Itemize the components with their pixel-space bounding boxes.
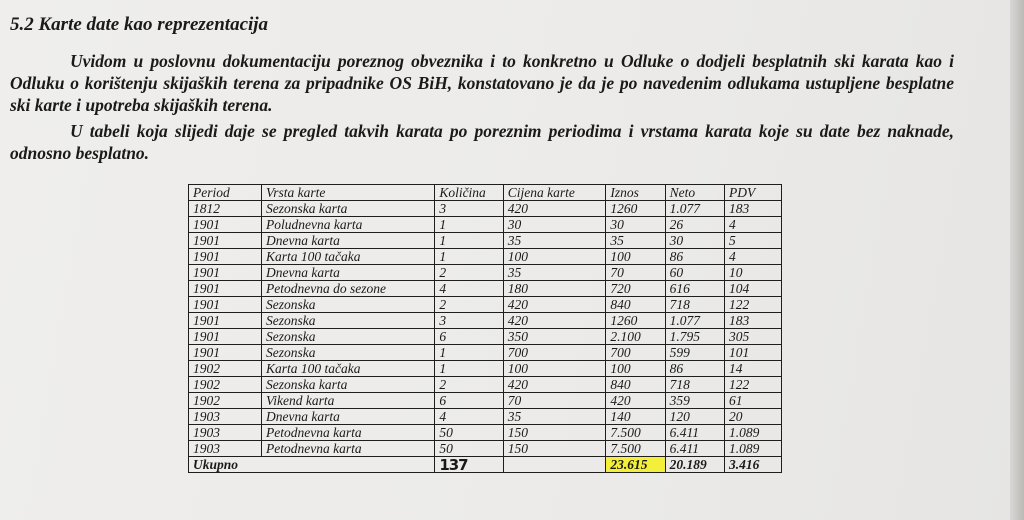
cell-period: 1902 [189,377,262,393]
cell-cijena: 100 [503,361,606,377]
cell-pdv: 4 [724,217,781,233]
cell-iznos: 420 [606,393,665,409]
cell-iznos: 1260 [606,313,665,329]
cell-kolicina: 3 [435,313,503,329]
table-body [189,201,782,457]
cell-neto: 86 [665,361,724,377]
cell-cijena: 700 [503,345,606,361]
table-row [189,201,782,217]
cell-pdv: 61 [724,393,781,409]
cell-iznos: 70 [606,265,665,281]
cell-iznos: 720 [606,281,665,297]
cell-neto: 616 [665,281,724,297]
table-row [189,249,782,265]
cell-period: 1901 [189,313,262,329]
cell-kolicina: 2 [435,377,503,393]
cell-period: 1901 [189,281,262,297]
cell-cijena: 35 [503,233,606,249]
cell-kolicina: 6 [435,393,503,409]
table-row [189,233,782,249]
cell-pdv: 5 [724,233,781,249]
cell-cijena: 350 [503,329,606,345]
cell-kolicina: 1 [435,249,503,265]
cell-vrsta: Sezonska karta [261,377,434,393]
cell-kolicina: 1 [435,217,503,233]
cell-cijena: 150 [503,441,606,457]
col-header-neto: Neto [665,185,724,201]
cell-kolicina: 1 [435,345,503,361]
cell-period: 1901 [189,297,262,313]
cell-pdv: 101 [724,345,781,361]
cell-period: 1812 [189,201,262,217]
cell-vrsta: Dnevna karta [261,409,434,425]
cell-neto: 359 [665,393,724,409]
cell-pdv: 122 [724,297,781,313]
cell-cijena: 420 [503,377,606,393]
cell-kolicina: 1 [435,361,503,377]
col-header-kolicina: Količina [435,185,503,201]
cell-period: 1901 [189,217,262,233]
total-label: Ukupno [189,457,435,473]
cell-pdv: 1.089 [724,425,781,441]
total-iznos: 23.615 [606,457,665,473]
cell-iznos: 100 [606,249,665,265]
table-row [189,217,782,233]
cell-period: 1901 [189,345,262,361]
col-header-vrsta: Vrsta karte [261,185,434,201]
cell-cijena: 100 [503,249,606,265]
total-row [189,457,782,473]
cell-neto: 26 [665,217,724,233]
cell-period: 1901 [189,233,262,249]
cell-pdv: 14 [724,361,781,377]
cell-vrsta: Dnevna karta [261,265,434,281]
table-row [189,297,782,313]
table-row [189,393,782,409]
cell-neto: 599 [665,345,724,361]
section-heading: 5.2 Karte date kao reprezentacija [10,14,269,35]
cell-cijena: 180 [503,281,606,297]
page-edge-shadow [1010,0,1024,520]
paragraph-2: U tabeli koja slijedi daje se pregled takvih karata po poreznim periodima i vrstama karata koje su date bez naknade, odnosno besplatno. [10,121,954,163]
cell-neto: 718 [665,297,724,313]
col-header-period: Period [189,185,262,201]
total-pdv: 3.416 [724,457,781,473]
cell-neto: 6.411 [665,441,724,457]
cell-iznos: 840 [606,377,665,393]
cell-vrsta: Karta 100 tačaka [261,361,434,377]
cell-period: 1901 [189,265,262,281]
cell-period: 1901 [189,249,262,265]
cell-kolicina: 3 [435,201,503,217]
cell-pdv: 10 [724,265,781,281]
cell-kolicina: 4 [435,281,503,297]
cell-pdv: 122 [724,377,781,393]
cell-iznos: 700 [606,345,665,361]
cell-vrsta: Petodnevna do sezone [261,281,434,297]
table-row [189,281,782,297]
cell-period: 1903 [189,409,262,425]
col-header-iznos: Iznos [606,185,665,201]
table-row [189,409,782,425]
cell-kolicina: 2 [435,265,503,281]
cell-pdv: 104 [724,281,781,297]
cell-vrsta: Sezonska [261,313,434,329]
tickets-table [188,184,782,473]
cell-pdv: 1.089 [724,441,781,457]
cell-vrsta: Petodnevna karta [261,441,434,457]
cell-period: 1903 [189,441,262,457]
cell-vrsta: Sezonska [261,329,434,345]
cell-period: 1902 [189,361,262,377]
cell-cijena: 35 [503,265,606,281]
cell-vrsta: Vikend karta [261,393,434,409]
cell-iznos: 7.500 [606,441,665,457]
cell-kolicina: 1 [435,233,503,249]
cell-pdv: 183 [724,201,781,217]
table-row [189,361,782,377]
total-cijena-empty [503,457,606,473]
total-kolicina-handwritten: 137 [435,457,503,473]
table-row [189,441,782,457]
table-row [189,265,782,281]
col-header-cijena: Cijena karte [503,185,606,201]
cell-iznos: 2.100 [606,329,665,345]
cell-vrsta: Dnevna karta [261,233,434,249]
cell-cijena: 420 [503,313,606,329]
cell-period: 1901 [189,329,262,345]
cell-period: 1902 [189,393,262,409]
cell-cijena: 420 [503,201,606,217]
table-row [189,329,782,345]
cell-cijena: 35 [503,409,606,425]
cell-neto: 718 [665,377,724,393]
table-row [189,425,782,441]
cell-neto: 6.411 [665,425,724,441]
cell-kolicina: 6 [435,329,503,345]
table-header-row [189,185,782,201]
cell-vrsta: Sezonska karta [261,201,434,217]
cell-cijena: 70 [503,393,606,409]
cell-neto: 86 [665,249,724,265]
cell-cijena: 420 [503,297,606,313]
cell-neto: 1.795 [665,329,724,345]
cell-pdv: 183 [724,313,781,329]
cell-iznos: 7.500 [606,425,665,441]
cell-kolicina: 50 [435,441,503,457]
cell-vrsta: Sezonska [261,345,434,361]
cell-neto: 120 [665,409,724,425]
cell-vrsta: Petodnevna karta [261,425,434,441]
cell-pdv: 4 [724,249,781,265]
cell-iznos: 140 [606,409,665,425]
cell-cijena: 30 [503,217,606,233]
cell-vrsta: Poludnevna karta [261,217,434,233]
cell-pdv: 305 [724,329,781,345]
cell-iznos: 100 [606,361,665,377]
cell-neto: 1.077 [665,313,724,329]
cell-neto: 30 [665,233,724,249]
total-neto: 20.189 [665,457,724,473]
paragraph-1: Uvidom u poslovnu dokumentaciju poreznog obveznika i to konkretno u Odluke o dodjeli besplatnih ski karata kao i Odluku o korištenju skijaških terena za pripadnike OS BiH, konstatovano je da je po navedenim odlukama ustupljene besplatne ski karte i upotreba skijaških terena. [10,51,954,115]
cell-kolicina: 2 [435,297,503,313]
cell-kolicina: 4 [435,409,503,425]
cell-kolicina: 50 [435,425,503,441]
cell-vrsta: Sezonska [261,297,434,313]
col-header-pdv: PDV [724,185,781,201]
table-row [189,345,782,361]
cell-iznos: 35 [606,233,665,249]
table-row [189,377,782,393]
cell-period: 1903 [189,425,262,441]
cell-neto: 1.077 [665,201,724,217]
cell-iznos: 30 [606,217,665,233]
table-row [189,313,782,329]
cell-iznos: 1260 [606,201,665,217]
cell-vrsta: Karta 100 tačaka [261,249,434,265]
cell-pdv: 20 [724,409,781,425]
cell-neto: 60 [665,265,724,281]
cell-cijena: 150 [503,425,606,441]
cell-iznos: 840 [606,297,665,313]
